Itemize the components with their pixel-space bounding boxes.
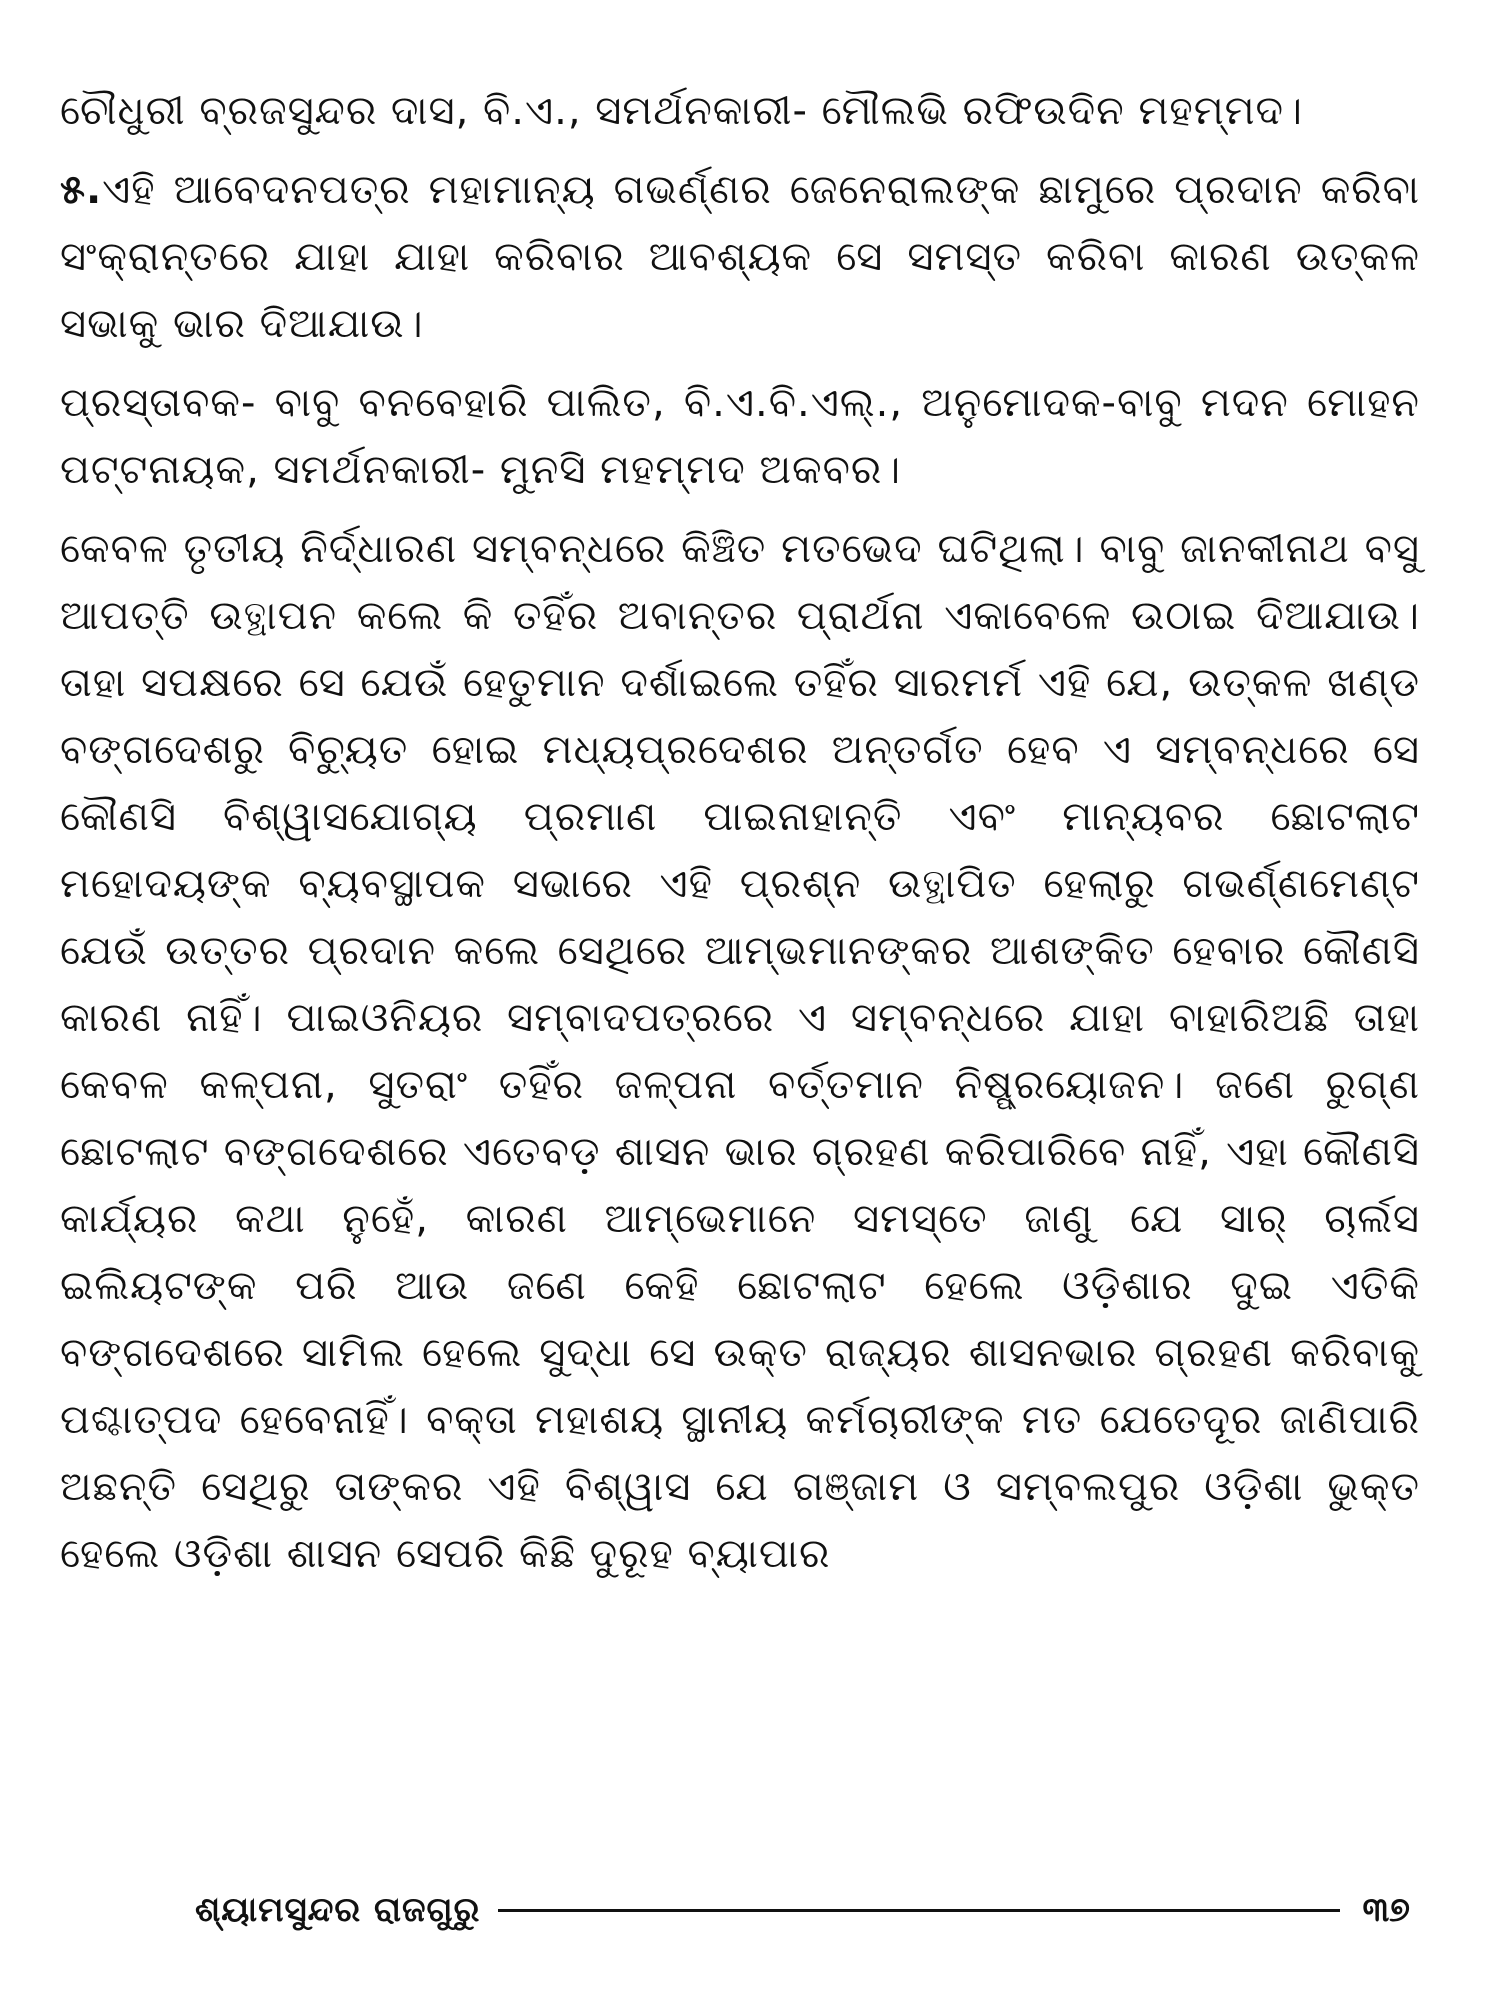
footer-author: ଶ୍ୟାମସୁନ୍ଦର ରାଜଗୁରୁ: [195, 1890, 481, 1930]
paragraph-2: [60, 157, 1420, 358]
paragraph-4: କେବଳ ତୃତୀୟ ନିର୍ଦ୍ଧାରଣ ସମ୍ବନ୍ଧରେ କିଞ୍ଚିତ ମତଭେଦ ଘଟିଥିଲା। ବାବୁ ଜାନକୀନାଥ ବସୁ ଆପତ୍ତି ଉତ୍ଥାପନ କଲେ କି ତହିଁର ଅବାନ୍ତର ପ୍ରାର୍ଥନା ଏକାବେଳେ ଉଠାଇ ଦିଆଯାଉ। ତାହା ସପକ୍ଷରେ ସେ ଯେଉଁ ହେତୁମାନ ଦର୍ଶାଇଲେ ତହିଁର ସାରମର୍ମ ଏହି ଯେ, ଉତ୍କଳ ଖଣ୍ଡ ବଙ୍ଗଦେଶରୁ ବିଚ୍ୟୁତ ହୋଇ ମଧ୍ୟପ୍ରଦେଶର ଅନ୍ତର୍ଗତ ହେବ ଏ ସମ୍ବନ୍ଧରେ ସେ କୌଣସି ବିଶ୍ୱାସଯୋଗ୍ୟ ପ୍ରମାଣ ପାଇନାହାନ୍ତି ଏବଂ ମାନ୍ୟବର ଛୋଟଲାଟ ମହୋଦୟଙ୍କ ବ୍ୟବସ୍ଥାପକ ସଭାରେ ଏହି ପ୍ରଶ୍ନ ଉତ୍ଥାପିତ ହେଲାରୁ ଗଭର୍ଣ୍ଣମେଣ୍ଟ ଯେଉଁ ଉତ୍ତର ପ୍ରଦାନ କଲେ ସେଥିରେ ଆମ୍ଭମାନଙ୍କର ଆଶଙ୍କିତ ହେବାର କୌଣସି କାରଣ ନାହିଁ। ପାଇଓନିୟର ସମ୍ବାଦପତ୍ରରେ ଏ ସମ୍ବନ୍ଧରେ ଯାହା ବାହାରିଅଛି ତାହା କେବଳ କଳ୍ପନା, ସୁତରାଂ ତହିଁର ଜଳ୍ପନା ବର୍ତ୍ତମାନ ନିଷ୍ପ୍ରୟୋଜନ। ଜଣେ ରୁଗ୍ଣ ଛୋଟଲାଟ ବଙ୍ଗଦେଶରେ ଏତେବଡ଼ ଶାସନ ଭାର ଗ୍ରହଣ କରିପାରିବେ ନାହିଁ, ଏହା କୌଣସି କାର୍ଯ୍ୟର କଥା ନୁହେଁ, କାରଣ ଆମ୍ଭେମାନେ ସମସ୍ତେ ଜାଣୁ ଯେ ସାର୍ ଚାର୍ଲସ ଇଲିୟଟଙ୍କ ପରି ଆଉ ଜଣେ କେହି ଛୋଟଲାଟ ହେଲେ ଓଡ଼ିଶାର ଦୁଇ ଏତିକି ବଙ୍ଗଦେଶରେ ସାମିଲ ହେଲେ ସୁଦ୍ଧା ସେ ଉକ୍ତ ରାଜ୍ୟର ଶାସନଭାର ଗ୍ରହଣ କରିବାକୁ ପଶ୍ଚାତ୍‌ପଦ ହେବେନାହିଁ। ବକ୍ତା ମହାଶୟ ସ୍ଥାନୀୟ କର୍ମଚାରୀଙ୍କ ମତ ଯେତେଦୂର ଜାଣିପାରି ଅଛନ୍ତି ସେଥିରୁ ତାଙ୍କର ଏହି ବିଶ୍ୱାସ ଯେ ଗଞ୍ଜାମ ଓ ସମ୍ବଲପୁର ଓଡ଼ିଶା ଭୁକ୍ତ ହେଲେ ଓଡ଼ିଶା ଶାସନ ସେପରି କିଛି ଦୁରୂହ ବ୍ୟାପାର: [60, 526, 1420, 1577]
page-footer: [195, 1880, 1410, 1940]
footer-rule: [498, 1909, 1340, 1912]
page-number: ୩୭: [1362, 1890, 1410, 1930]
paragraph-3: ପ୍ରସ୍ତାବକ- ବାବୁ ବନବେହାରି ପାଲିତ, ବି.ଏ.ବି.ଏଲ୍., ଅନୁମୋଦକ-ବାବୁ ମଦନ ମୋହନ ପଟ୍ଟନାୟକ, ସମର୍ଥନକାରୀ- ମୁନସି ମହମ୍ମଦ ଅକବର।: [60, 380, 1420, 493]
paragraph-2-text: ଏହି ଆବେଦନପତ୍ର ମହାମାନ୍ୟ ଗଭର୍ଣ୍ଣର ଜେନେରାଲଙ୍କ ଛାମୁରେ ପ୍ରଦାନ କରିବା ସଂକ୍ରାନ୍ତରେ ଯାହା ଯାହା କରିବାର ଆବଶ୍ୟକ ସେ ସମସ୍ତ କରିବା କାରଣ ଉତ୍କଳ ସଭାକୁ ଭାର ଦିଆଯାଉ।: [60, 167, 1420, 347]
paragraph-1: ଚୌଧୁରୀ ବ୍ରଜସୁନ୍ଦର ଦାସ, ବି.ଏ., ସମର୍ଥନକାରୀ- ମୌଲଭି ରଫିଉଦିନ ମହମ୍ମଦ।: [60, 88, 1304, 134]
paragraph-number: ୫.: [60, 167, 103, 213]
page-body: [60, 78, 1420, 1600]
